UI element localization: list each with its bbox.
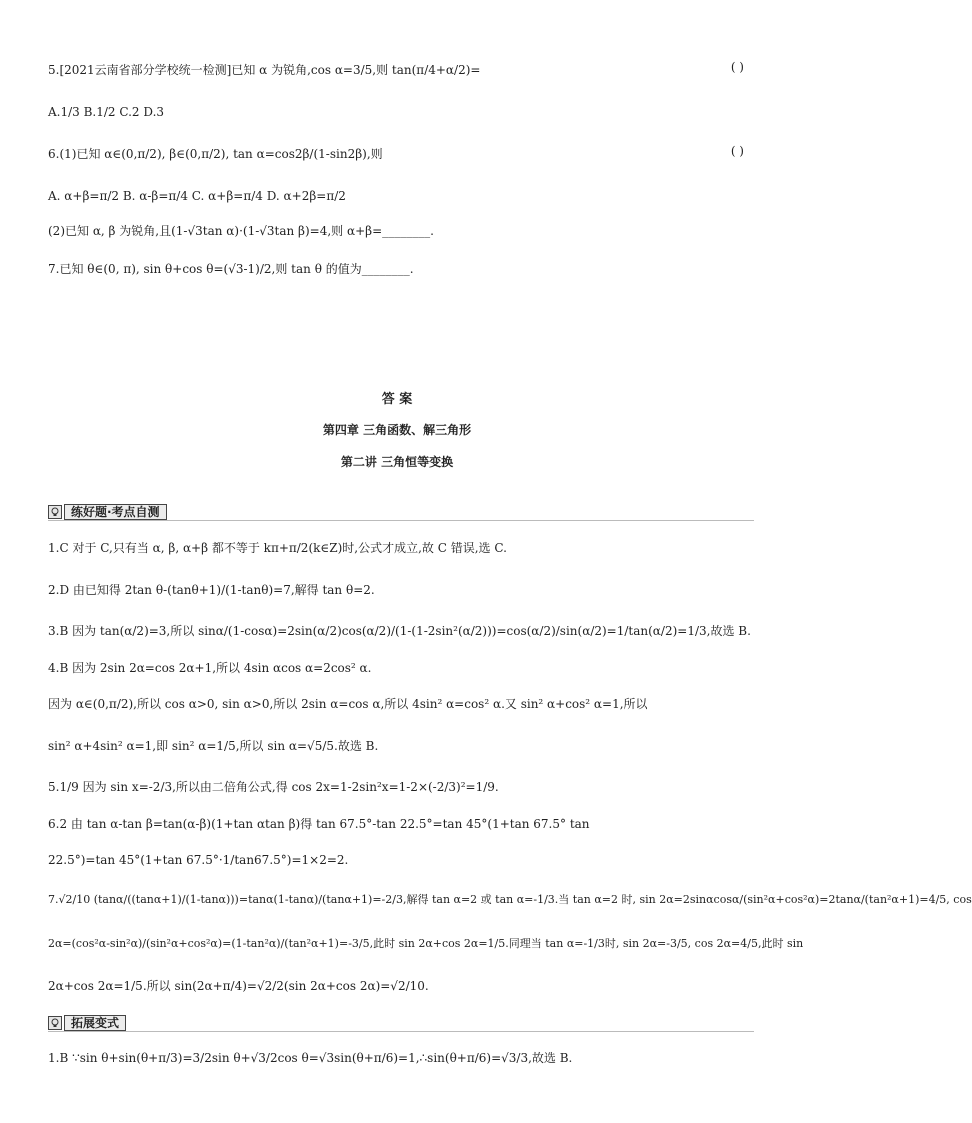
question-6-2: (2)已知 α, β 为锐角,且(1-√3tan α)·(1-√3tan β)=4,则 α+β=________.: [48, 224, 434, 238]
answer-line: 5.1/9 因为 sin x=-2/3,所以由二倍角公式,得 cos 2x=1-2sin²x=1-2×(-2/3)²=1/9.: [48, 780, 499, 794]
answer-line: sin² α+4sin² α=1,即 sin² α=1/5,所以 sin α=√5/5.故选 B.: [48, 739, 379, 753]
section-practice-label: 练好题·考点自测: [64, 504, 167, 520]
chapter-title: 第四章 三角函数、解三角形: [322, 423, 472, 437]
answer-line: 2α=(cos²α-sin²α)/(sin²α+cos²α)=(1-tan²α)/(tan²α+1)=-3/5,此时 sin 2α+cos 2α=1/5.同理当 tan α=-1/3时, sin 2α=-3/5, cos 2α=4/5,此时 sin: [48, 937, 804, 950]
section-divider: [48, 1031, 754, 1032]
section-divider: [48, 520, 754, 521]
question-6-1-options: A. α+β=π/2 B. α-β=π/4 C. α+β=π/4 D. α+2β=π/2: [48, 189, 346, 203]
lightbulb-icon: [48, 1016, 62, 1030]
question-5-options: A.1/3 B.1/2 C.2 D.3: [48, 105, 165, 119]
section-extension-header: [48, 1015, 126, 1031]
answer-line: 3.B 因为 tan(α/2)=3,所以 sinα/(1-cosα)=2sin(α/2)cos(α/2)/(1-(1-2sin²(α/2)))=cos(α/2)/sin(α/2)=1/tan(α/2)=1/3,故选 B.: [48, 624, 751, 638]
answers-title: 答 案: [381, 392, 413, 407]
answer-line: 2.D 由已知得 2tan θ-(tanθ+1)/(1-tanθ)=7,解得 tan θ=2.: [48, 583, 375, 597]
section-practice-header: [48, 504, 167, 520]
question-7: 7.已知 θ∈(0, π), sin θ+cos θ=(√3-1)/2,则 tan θ 的值为________.: [48, 262, 414, 276]
answer-line: 因为 α∈(0,π/2),所以 cos α>0, sin α>0,所以 2sin α=cos α,所以 4sin² α=cos² α.又 sin² α+cos² α=1,所以: [48, 697, 648, 711]
answer-bracket-5: ( ): [730, 60, 744, 74]
answer-line: 6.2 由 tan α-tan β=tan(α-β)(1+tan αtan β)得 tan 67.5°-tan 22.5°=tan 45°(1+tan 67.5° tan: [48, 817, 590, 831]
answer-line: 7.√2/10 (tanα/((tanα+1)/(1-tanα)))=tanα(1-tanα)/(tanα+1)=-2/3,解得 tan α=2 或 tan α=-1/3.当 tan α=2 时, sin 2α=2sinαcosα/(sin²α+cos²α)=2tanα/(tan²α+1)=4/5, cos: [48, 893, 972, 906]
lecture-title: 第二讲 三角恒等变换: [340, 455, 454, 469]
section-extension-label: 拓展变式: [64, 1015, 126, 1031]
answer-line: 22.5°)=tan 45°(1+tan 67.5°·1/tan67.5°)=1×2=2.: [48, 853, 349, 867]
question-5: 5.[2021云南省部分学校统一检测]已知 α 为锐角,cos α=3/5,则 tan(π/4+α/2)=: [48, 63, 481, 77]
lightbulb-icon: [48, 505, 62, 519]
answer-line: 4.B 因为 2sin 2α=cos 2α+1,所以 4sin αcos α=2cos² α.: [48, 661, 372, 675]
answer-bracket-6: ( ): [730, 144, 744, 158]
answer-line: 2α+cos 2α=1/5.所以 sin(2α+π/4)=√2/2(sin 2α+cos 2α)=√2/10.: [48, 979, 429, 993]
answer-line: 1.B ∵sin θ+sin(θ+π/3)=3/2sin θ+√3/2cos θ=√3sin(θ+π/6)=1,∴sin(θ+π/6)=√3/3,故选 B.: [48, 1051, 573, 1065]
answer-line: 1.C 对于 C,只有当 α, β, α+β 都不等于 kπ+π/2(k∈Z)时,公式才成立,故 C 错误,选 C.: [48, 541, 507, 555]
question-6-1: 6.(1)已知 α∈(0,π/2), β∈(0,π/2), tan α=cos2β/(1-sin2β),则: [48, 147, 383, 161]
